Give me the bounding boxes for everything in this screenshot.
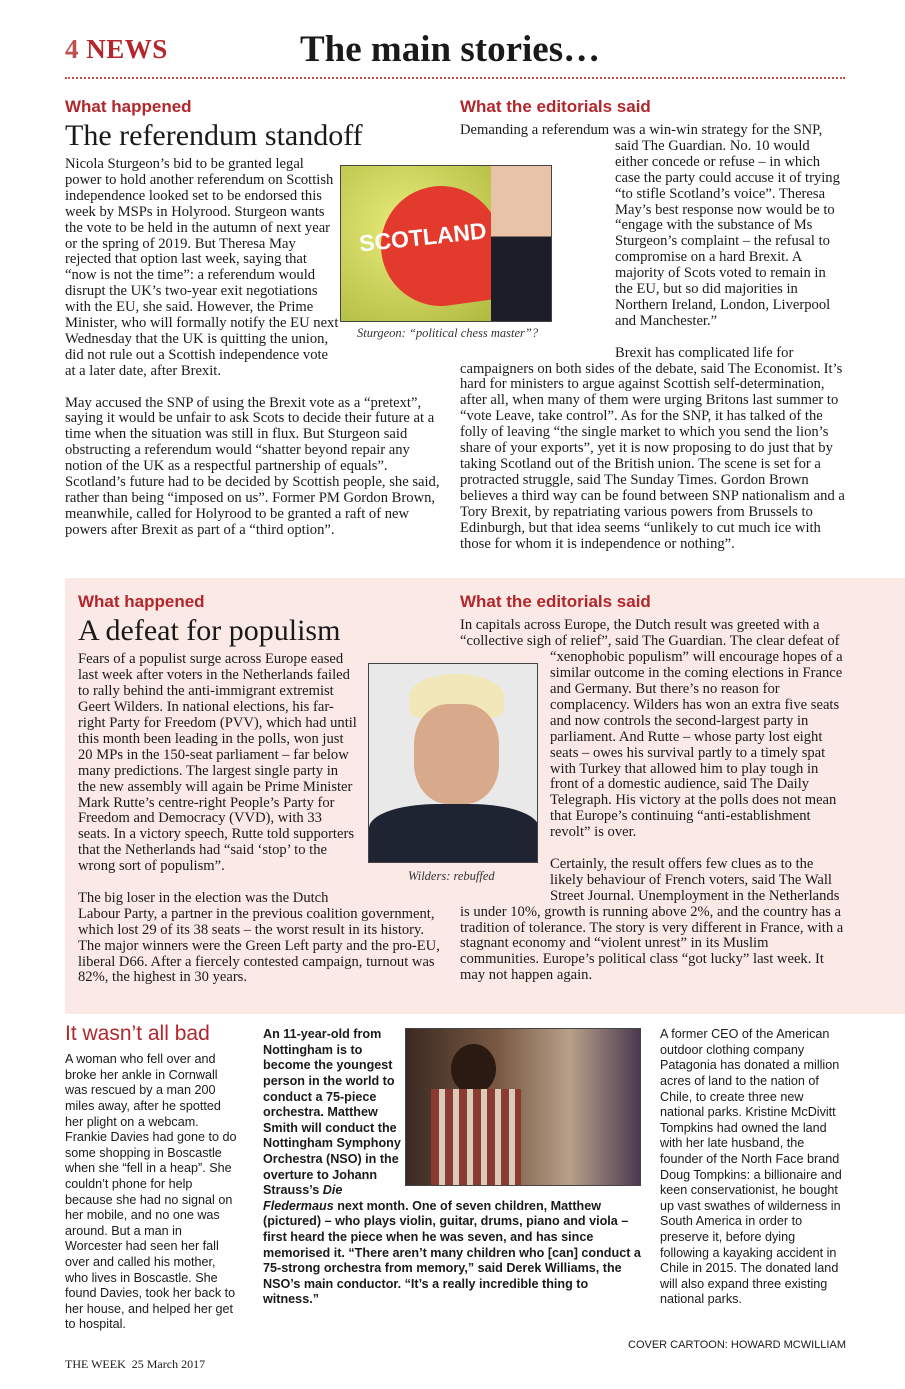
divider — [65, 77, 845, 79]
section-tag — [65, 34, 168, 65]
headline: A defeat for populism — [78, 614, 341, 648]
section-name: NEWS — [86, 34, 168, 64]
box-title: It wasn’t all bad — [65, 1022, 210, 1046]
page-number: 4 — [65, 34, 79, 64]
cover-credit: COVER CARTOON: HOWARD MCWILLIAM — [628, 1338, 846, 1351]
page-title: The main stories… — [300, 29, 601, 70]
face — [414, 704, 499, 804]
wilders-photo — [368, 663, 538, 863]
paragraph: Certainly, the result offers few clues as to the likely behaviour of French voters, said The Wall Street Journal. Unemployment in the Netherlands is under 10%, growth is running above 2%, and the country has a tradition of tolerance. The story is very different in France, with a stagnant economy and “violent unrest” in its Muslim communities. Europe’s political class “got lucky” last week. It may not happen again. — [460, 855, 844, 984]
photo-caption: Wilders: rebuffed — [408, 869, 495, 884]
publication-name: THE WEEK — [65, 1356, 126, 1371]
story-text: An 11-year-old from Nottingham is to become the youngest person in the world to conduct a 75-piece orchestra. Matthew Smith will conduct the Nottingham Symphony Orchestra (NSO) in the overture to Johann Strauss’s — [263, 1027, 401, 1198]
photo-caption: Sturgeon: “political chess master”? — [357, 326, 539, 340]
story2-panel — [65, 578, 905, 1014]
person-figure — [491, 166, 552, 322]
paragraph: Brexit has complicated life for campaigners on both sides of the debate, said The Economist. It’s hard for ministers to argue against Scottish self-determination, after all, when many of them were urging Britons last summer to “vote Leave, take control”. As for the SNP, it has talked of the folly of leaving “the single market to which you send the lion’s share of your exports”, yet it is now proposing to do just that by taking Scotland out of the British union. The scene is set for a protracted struggle, said The Sunday Times. Gordon Brown believes a third way can be found between SNP nationalism and a Tory Brexit, by repatriating various powers from Brussels to Edinburgh, but that idea seems “unlikely to cut much ice with those for whom it is independence or nothing”. — [460, 344, 845, 552]
footer — [65, 1357, 205, 1372]
photo-sign-text: SCOTLAND — [357, 217, 488, 257]
sturgeon-photo — [340, 165, 552, 322]
paragraph: Nicola Sturgeon’s bid to be granted legal power to hold another referendum on Scottish independence looked set to be endorsed this week by MSPs in Holyrood. Sturgeon wants the vote to be held in the autumn of next year or the spring of 2019. But Theresa May rejected that option last week, saying that “now is not the time”: a referendum would disrupt the UK’s two-year exit negotiations with the EU, she said. However, the Prime Minister, who will formally notify the EU next Wednesday that the UK is quitting the union, did not rule out a Scottish independence vote at a later date, after Brexit. — [65, 156, 339, 379]
good-news-col3: A former CEO of the American outdoor clothing company Patagonia has donated a million acres of land to the nation of Chile, to create three new national parks. Kristine McDivitt Tompkins had owned the land with her late husband, the founder of the North Face brand Doug Tompkins: a billionaire and keen conservationist, he bought up vast swathes of wilderness in South America in order to preserve it, before dying following a kayaking accident in Chile in 2015. The donated land will also expand three existing national parks. — [660, 1027, 842, 1307]
paragraph: The big loser in the election was the Dutch Labour Party, a partner in the previous coalition government, which lost 29 of its 38 seats – the worst result in its history. The major winners were the Green Left party and the pro-EU, liberal D66. After a fiercely contested campaign, turnout was 82%, the highest in 30 years. — [78, 889, 440, 986]
issue-date: 25 March 2017 — [131, 1356, 206, 1371]
boy-shirt — [431, 1089, 521, 1186]
boy-head — [451, 1044, 496, 1094]
paragraph: In capitals across Europe, the Dutch result was greeted with a “collective sigh of relief”, said The Guardian. The clear defeat of “xenophobic populism” will encourage hopes of a similar outcome in the coming elections in France and Germany. But there’s no reason for complacency. Wilders has won an extra five seats and now controls the second-largest party in parliament. And Rutte – whose party lost eight seats – owes his survival partly to a timely spat with Turkey that allowed him to play tough in front of a domestic audience, said The Daily Telegraph. His victory at the polls does not mean that Europe’s continuing “anti-establishment revolt” is over. — [460, 617, 843, 841]
good-news-box — [0, 1022, 905, 1333]
story1 — [0, 97, 905, 568]
paragraph: Demanding a referendum was a win-win strategy for the SNP, said The Guardian. No. 10 would either concede or refuse – in which case the party could accuse it of trying “to stifle Scotland’s voice”. Theresa May’s best response now would be to “engage with the substance of Ms Sturgeon’s complaint – the refusal to compromise on a hard Brexit. A majority of Scots voted to remain in the EU, but so did majorities in Northern Ireland, London, Liverpool and Manchester.” — [460, 122, 840, 329]
section-label: What happened — [78, 592, 205, 612]
conductor-photo — [405, 1028, 641, 1186]
section-label: What the editorials said — [460, 592, 651, 612]
paragraph: Fears of a populist surge across Europe eased last week after voters in the Netherlands failed to rally behind the anti-immigrant extremist Geert Wilders. In national elections, his far-right Party for Freedom (PVV), which had until this month been leading in the polls, won just 20 MPs in the 150-seat parliament – far below many predictions. The largest single party in the new assembly will again be Prime Minister Mark Rutte’s centre-right People’s Party for Freedom and Democracy (VVD), with 33 seats. In a victory speech, Rutte told supporters that the Netherlands had “said ‘stop’ to the wrong sort of populism”. — [78, 651, 357, 875]
section-label: What happened — [65, 97, 192, 116]
story-text: next month. One of seven children, Matthew (pictured) – who plays violin, guitar, drums, piano and viola – first heard the piece when he was seven, and has since memorised it. “There aren’t many children who [can] conduct a 75-strong orchestra from memory,” said Derek Williams, the NSO’s main conductor. “It’s a really incredible thing to witness.” — [263, 1198, 641, 1307]
headline: The referendum standoff — [65, 119, 363, 152]
good-news-col1 — [65, 1022, 237, 1333]
suit — [369, 804, 538, 863]
paragraph: May accused the SNP of using the Brexit vote as a “pretext”, saying it would be unfair to ask Scots to decide their future at a time when the situation was still in flux. But Sturgeon said obstructing a referendum would “shatter beyond repair any notion of the UK as a respectful partnership of equals”. Scotland’s future had to be decided by Scottish people, she said, rather than being “imposed on us”. Former PM Gordon Brown, meanwhile, called for Holyrood to be granted a raft of new powers after Brexit as part of a “third option”. — [65, 394, 440, 538]
page-footer — [0, 1339, 905, 1389]
story-text: A woman who fell over and broke her ankle in Cornwall was rescued by a man 200 miles away, after he spotted her plight on a webcam. Frankie Davies had gone to do some shopping in Boscastle when she “fell in a heap”. She couldn’t phone for help because she had no signal on her mobile, and no one was around. But a man in Worcester had seen her fall over and called his mother, who lives in Boscastle. She found Davies, took her back to her house, and helped her get to hospital. — [65, 1052, 237, 1332]
story-text-italic: Die Fledermaus — [263, 1183, 343, 1213]
section-label: What the editorials said — [460, 97, 651, 116]
